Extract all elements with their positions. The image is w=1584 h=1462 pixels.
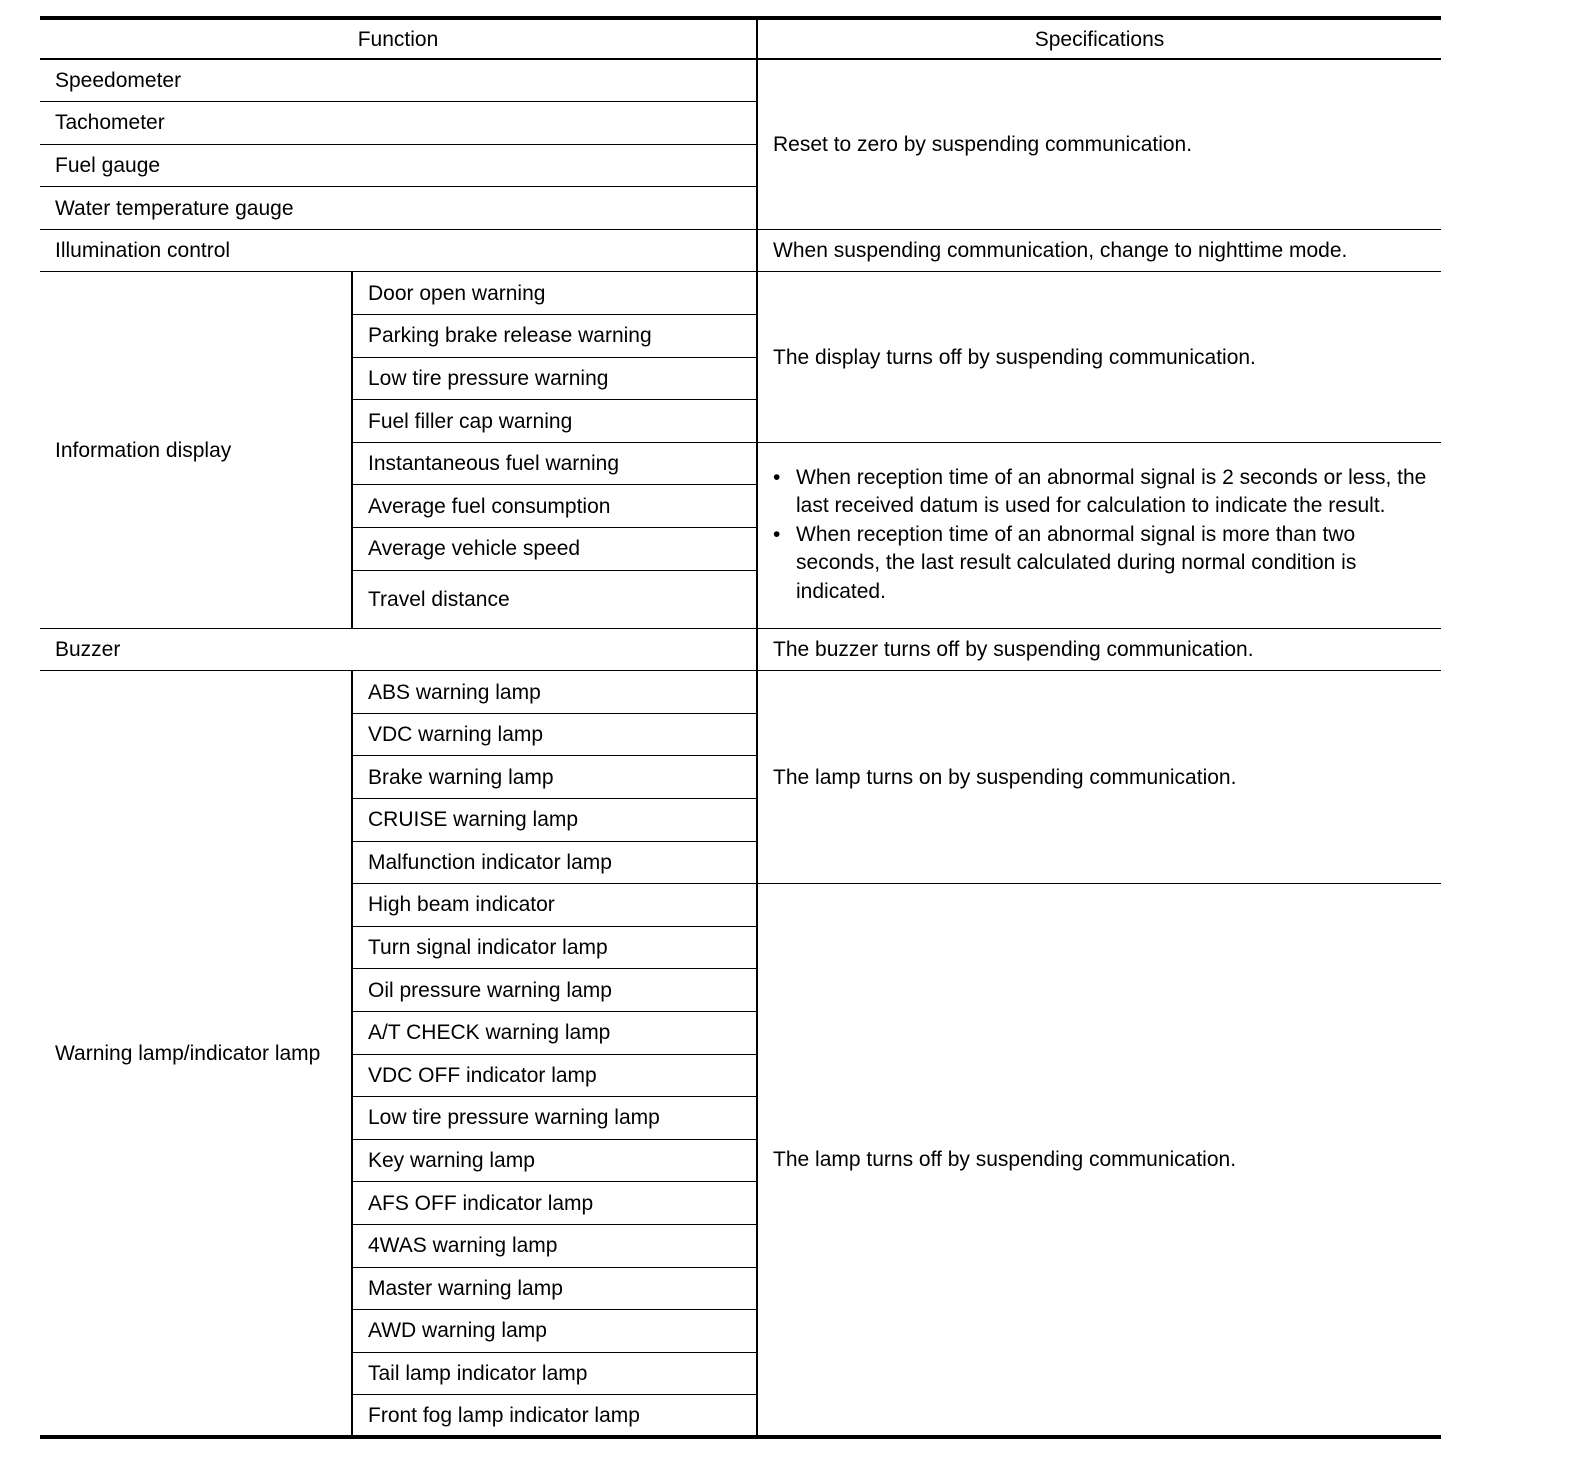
function-item: ABS warning lamp	[352, 671, 757, 714]
spec-lamps-on: The lamp turns on by suspending communication.	[757, 671, 1441, 884]
function-item: Master warning lamp	[352, 1267, 757, 1310]
function-item: CRUISE warning lamp	[352, 799, 757, 842]
function-item: VDC OFF indicator lamp	[352, 1054, 757, 1097]
spec-lamps-off: The lamp turns off by suspending communication.	[757, 884, 1441, 1438]
function-item: VDC warning lamp	[352, 713, 757, 756]
function-item: Door open warning	[352, 272, 757, 315]
function-fuel-gauge: Fuel gauge	[40, 144, 757, 187]
spec-display-calculations	[757, 442, 1441, 628]
function-item: Average vehicle speed	[352, 528, 757, 571]
function-item: Parking brake release warning	[352, 315, 757, 358]
spec-display-warnings: The display turns off by suspending communication.	[757, 272, 1441, 442]
group-information-display: Information display	[40, 272, 352, 628]
function-item: Key warning lamp	[352, 1139, 757, 1182]
function-item: AFS OFF indicator lamp	[352, 1182, 757, 1225]
function-item: Turn signal indicator lamp	[352, 926, 757, 969]
bullet-item: • When reception time of an abnormal signal is 2 seconds or less, the last received datum is used for calculation to indicate the result.	[773, 464, 1427, 521]
spec-gauges: Reset to zero by suspending communication.	[757, 59, 1441, 229]
table-row	[40, 229, 1441, 272]
table-row	[40, 628, 1441, 671]
function-item: Malfunction indicator lamp	[352, 841, 757, 884]
function-item: Oil pressure warning lamp	[352, 969, 757, 1012]
function-item: A/T CHECK warning lamp	[352, 1011, 757, 1054]
function-buzzer: Buzzer	[40, 628, 757, 671]
function-item: Brake warning lamp	[352, 756, 757, 799]
function-illumination-control: Illumination control	[40, 229, 757, 272]
function-speedometer: Speedometer	[40, 59, 757, 102]
group-warning-lamps: Warning lamp/indicator lamp	[40, 671, 352, 1438]
function-tachometer: Tachometer	[40, 102, 757, 145]
function-item: Instantaneous fuel warning	[352, 442, 757, 485]
spec-illumination: When suspending communication, change to nighttime mode.	[757, 229, 1441, 272]
header-row	[40, 18, 1441, 59]
function-item: Low tire pressure warning lamp	[352, 1097, 757, 1140]
bullet-list	[773, 464, 1427, 607]
function-item: Low tire pressure warning	[352, 357, 757, 400]
function-item: High beam indicator	[352, 884, 757, 927]
function-item: AWD warning lamp	[352, 1310, 757, 1353]
function-item: Front fog lamp indicator lamp	[352, 1395, 757, 1438]
spec-buzzer: The buzzer turns off by suspending communication.	[757, 628, 1441, 671]
table-row	[40, 59, 1441, 102]
specifications-table	[40, 16, 1441, 1439]
function-item: Average fuel consumption	[352, 485, 757, 528]
function-item: 4WAS warning lamp	[352, 1224, 757, 1267]
header-function: Function	[40, 18, 757, 59]
table-row	[40, 671, 1441, 714]
function-item: Travel distance	[352, 570, 757, 628]
function-water-temperature-gauge: Water temperature gauge	[40, 187, 757, 230]
bullet-item: • When reception time of an abnormal signal is more than two seconds, the last result calculated during normal condition is indicated.	[773, 521, 1427, 607]
function-item: Tail lamp indicator lamp	[352, 1352, 757, 1395]
function-item: Fuel filler cap warning	[352, 400, 757, 443]
header-specifications: Specifications	[757, 18, 1441, 59]
table-row	[40, 272, 1441, 315]
